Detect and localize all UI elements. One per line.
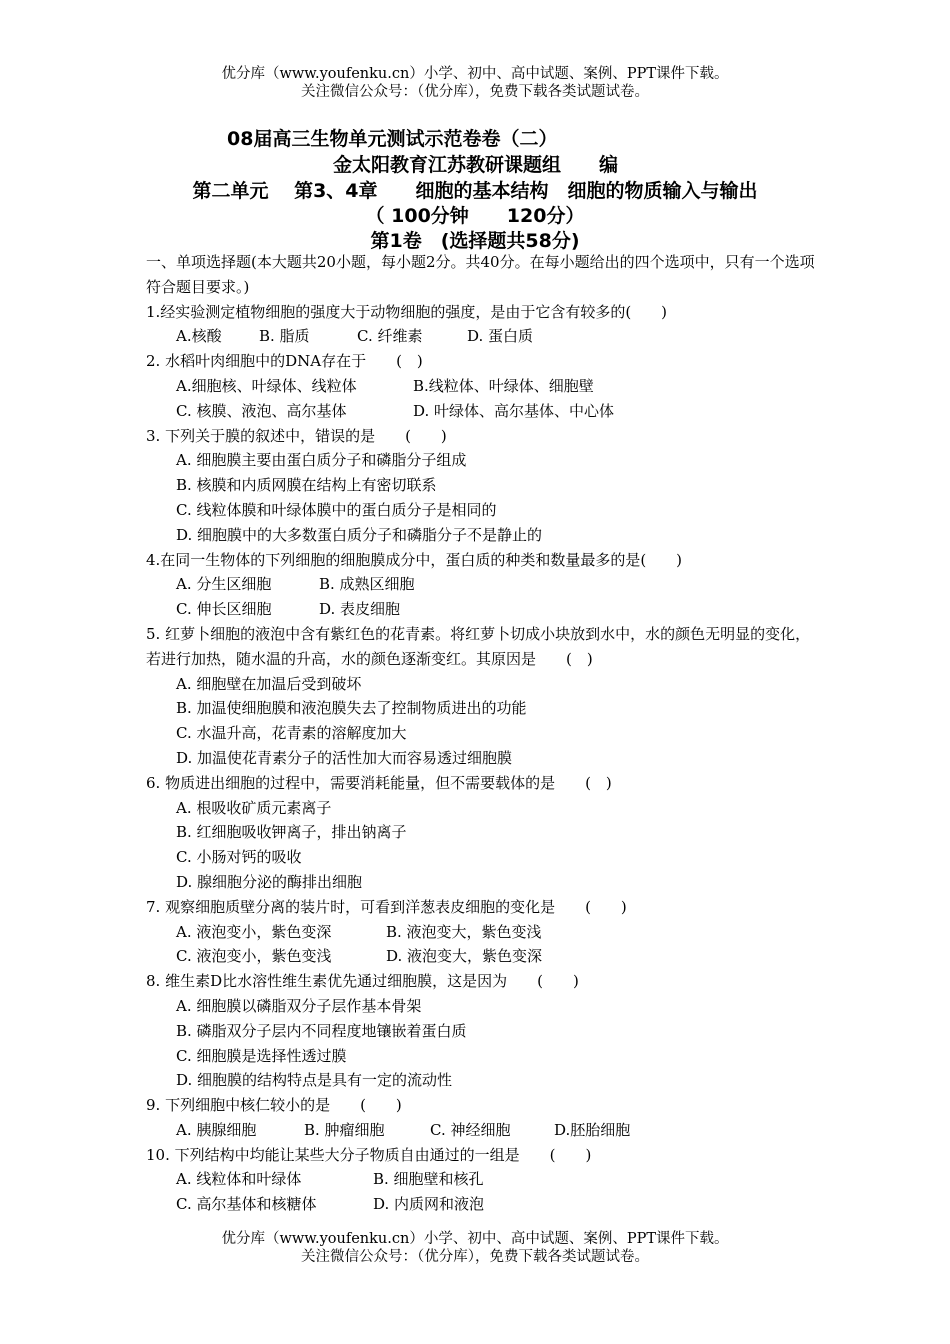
option-row [146, 845, 816, 870]
question-stem: 6. 物质进出细胞的过程中，需要消耗能量，但不需要载体的是 ( ) [146, 773, 612, 792]
document-time-score: （ 100分钟 120分） [365, 205, 585, 227]
answer-option: B. 脂质 [259, 327, 310, 346]
option-row [146, 473, 816, 498]
option-row [146, 870, 816, 895]
answer-option: C. 线粒体膜和叶绿体膜中的蛋白质分子是相同的 [176, 500, 497, 519]
answer-option: D. 蛋白质 [467, 327, 534, 346]
option-row [146, 696, 816, 721]
answer-option: A. 液泡变小，紫色变深 [176, 922, 332, 941]
option-row [146, 448, 816, 473]
answer-option: C. 水温升高，花青素的溶解度加大 [176, 724, 407, 743]
option-row [146, 498, 816, 523]
option-row [146, 1019, 816, 1044]
option-row [146, 523, 816, 548]
answer-option: B. 肿瘤细胞 [304, 1120, 385, 1139]
question-stem: 4.在同一生物体的下列细胞的细胞膜成分中，蛋白质的种类和数量最多的是( ) [146, 550, 683, 569]
option-row [146, 1068, 816, 1093]
answer-option: A. 分生区细胞 [176, 575, 272, 594]
answer-option: D. 腺细胞分泌的酶排出细胞 [176, 872, 363, 891]
footer-banner [0, 1230, 950, 1266]
answer-option: C. 核膜、液泡、高尔基体 [176, 401, 347, 420]
answer-option: D. 液泡变大，紫色变深 [386, 947, 543, 966]
answer-option: A. 线粒体和叶绿体 [176, 1170, 302, 1189]
document-author: 金太阳教育江苏教研课题组 编 [333, 154, 619, 176]
answer-option: B. 成熟区细胞 [319, 575, 415, 594]
option-row [146, 920, 816, 945]
header-banner-line1: 优分库（www.youfenku.cn）小学、初中、高中试题、案例、PPT课件下载。 [221, 66, 729, 82]
answer-option: A. 胰腺细胞 [176, 1120, 257, 1139]
option-row [146, 994, 816, 1019]
answer-option: B. 细胞壁和核孔 [373, 1170, 484, 1189]
answer-option: C. 小肠对钙的吸收 [176, 848, 302, 867]
option-row [146, 1118, 816, 1143]
answer-option: C. 液泡变小，紫色变浅 [176, 947, 332, 966]
option-row [146, 1192, 816, 1217]
answer-option: C. 细胞膜是选择性透过膜 [176, 1046, 347, 1065]
answer-option: D. 加温使花青素分子的活性加大而容易透过细胞膜 [176, 748, 513, 767]
option-row [146, 572, 816, 597]
answer-option: B. 磷脂双分子层内不同程度地镶嵌着蛋白质 [176, 1021, 467, 1040]
option-row [146, 820, 816, 845]
question-stem: 10. 下列结构中均能让某些大分子物质自由通过的一组是 ( ) [146, 1145, 592, 1164]
document-unit: 第二单元 第3、4章 细胞的基本结构 细胞的物质输入与输出 [192, 180, 758, 202]
option-row [146, 399, 816, 424]
option-row [146, 721, 816, 746]
answer-option: C. 高尔基体和核糖体 [176, 1195, 317, 1214]
answer-option: C. 伸长区细胞 [176, 600, 272, 619]
question-stem: 1.经实验测定植物细胞的强度大于动物细胞的强度，是由于它含有较多的( ) [146, 302, 668, 321]
option-row [146, 796, 816, 821]
answer-option: D. 细胞膜的结构特点是具有一定的流动性 [176, 1071, 453, 1090]
answer-option: C. 纤维素 [357, 327, 423, 346]
answer-option: A.核酸 [176, 327, 222, 346]
footer-banner-line2: 关注微信公众号：（优分库），免费下载各类试题试卷。 [301, 1249, 649, 1265]
option-row [146, 597, 816, 622]
question-stem: 9. 下列细胞中核仁较小的是 ( ) [146, 1096, 402, 1115]
answer-option: A. 根吸收矿质元素离子 [176, 798, 332, 817]
question-list [146, 250, 816, 1217]
answer-option: B. 液泡变大，紫色变浅 [386, 922, 542, 941]
question-stem: 5. 红萝卜细胞的液泡中含有紫红色的花青素。将红萝卜切成小块放到水中，水的颜色无明显的变化，若进行加热，随水温的升高，水的颜色逐渐变红。其原因是 ( ) [146, 624, 811, 668]
option-row [146, 672, 816, 697]
option-row [146, 324, 816, 349]
answer-option: B. 红细胞吸收钾离子，排出钠离子 [176, 823, 407, 842]
answer-option: A.细胞核、叶绿体、线粒体 [176, 376, 357, 395]
document-part-heading: 第1卷 (选择题共58分) [370, 230, 580, 252]
option-row [146, 746, 816, 771]
answer-option: D. 内质网和液泡 [373, 1195, 485, 1214]
answer-option: D. 细胞膜中的大多数蛋白质分子和磷脂分子不是静止的 [176, 525, 543, 544]
question-stem: 7. 观察细胞质壁分离的装片时，可看到洋葱表皮细胞的变化是 ( ) [146, 897, 627, 916]
answer-option: D. 表皮细胞 [319, 600, 401, 619]
answer-option: D.胚胎细胞 [554, 1120, 631, 1139]
answer-option: A. 细胞壁在加温后受到破坏 [176, 674, 362, 693]
option-row [146, 944, 816, 969]
option-row [146, 1167, 816, 1192]
header-banner-line2: 关注微信公众号：（优分库），免费下载各类试题试卷。 [301, 84, 649, 100]
answer-option: C. 神经细胞 [430, 1120, 511, 1139]
answer-option: B.线粒体、叶绿体、细胞壁 [413, 376, 594, 395]
answer-option: D. 叶绿体、高尔基体、中心体 [413, 401, 615, 420]
section-instructions: 一、单项选择题(本大题共20小题，每小题2分。共40分。在每小题给出的四个选项中，只有一个选项符合题目要求。) [146, 253, 815, 296]
answer-option: A. 细胞膜主要由蛋白质分子和磷脂分子组成 [176, 451, 467, 470]
answer-option: B. 核膜和内质网膜在结构上有密切联系 [176, 476, 437, 495]
question-stem: 3. 下列关于膜的叙述中，错误的是 ( ) [146, 426, 447, 445]
answer-option: B. 加温使细胞膜和液泡膜失去了控制物质进出的功能 [176, 699, 527, 718]
footer-banner-line1: 优分库（www.youfenku.cn）小学、初中、高中试题、案例、PPT课件下载。 [221, 1231, 729, 1247]
header-banner [0, 65, 950, 101]
question-stem: 8. 维生素D比水溶性维生素优先通过细胞膜，这是因为 ( ) [146, 972, 579, 991]
question-stem: 2. 水稻叶肉细胞中的DNA存在于 ( ) [146, 352, 423, 371]
option-row [146, 374, 816, 399]
document-title: 08届高三生物单元测试示范卷卷（二） [227, 128, 558, 150]
answer-option: A. 细胞膜以磷脂双分子层作基本骨架 [176, 996, 422, 1015]
option-row [146, 1044, 816, 1069]
